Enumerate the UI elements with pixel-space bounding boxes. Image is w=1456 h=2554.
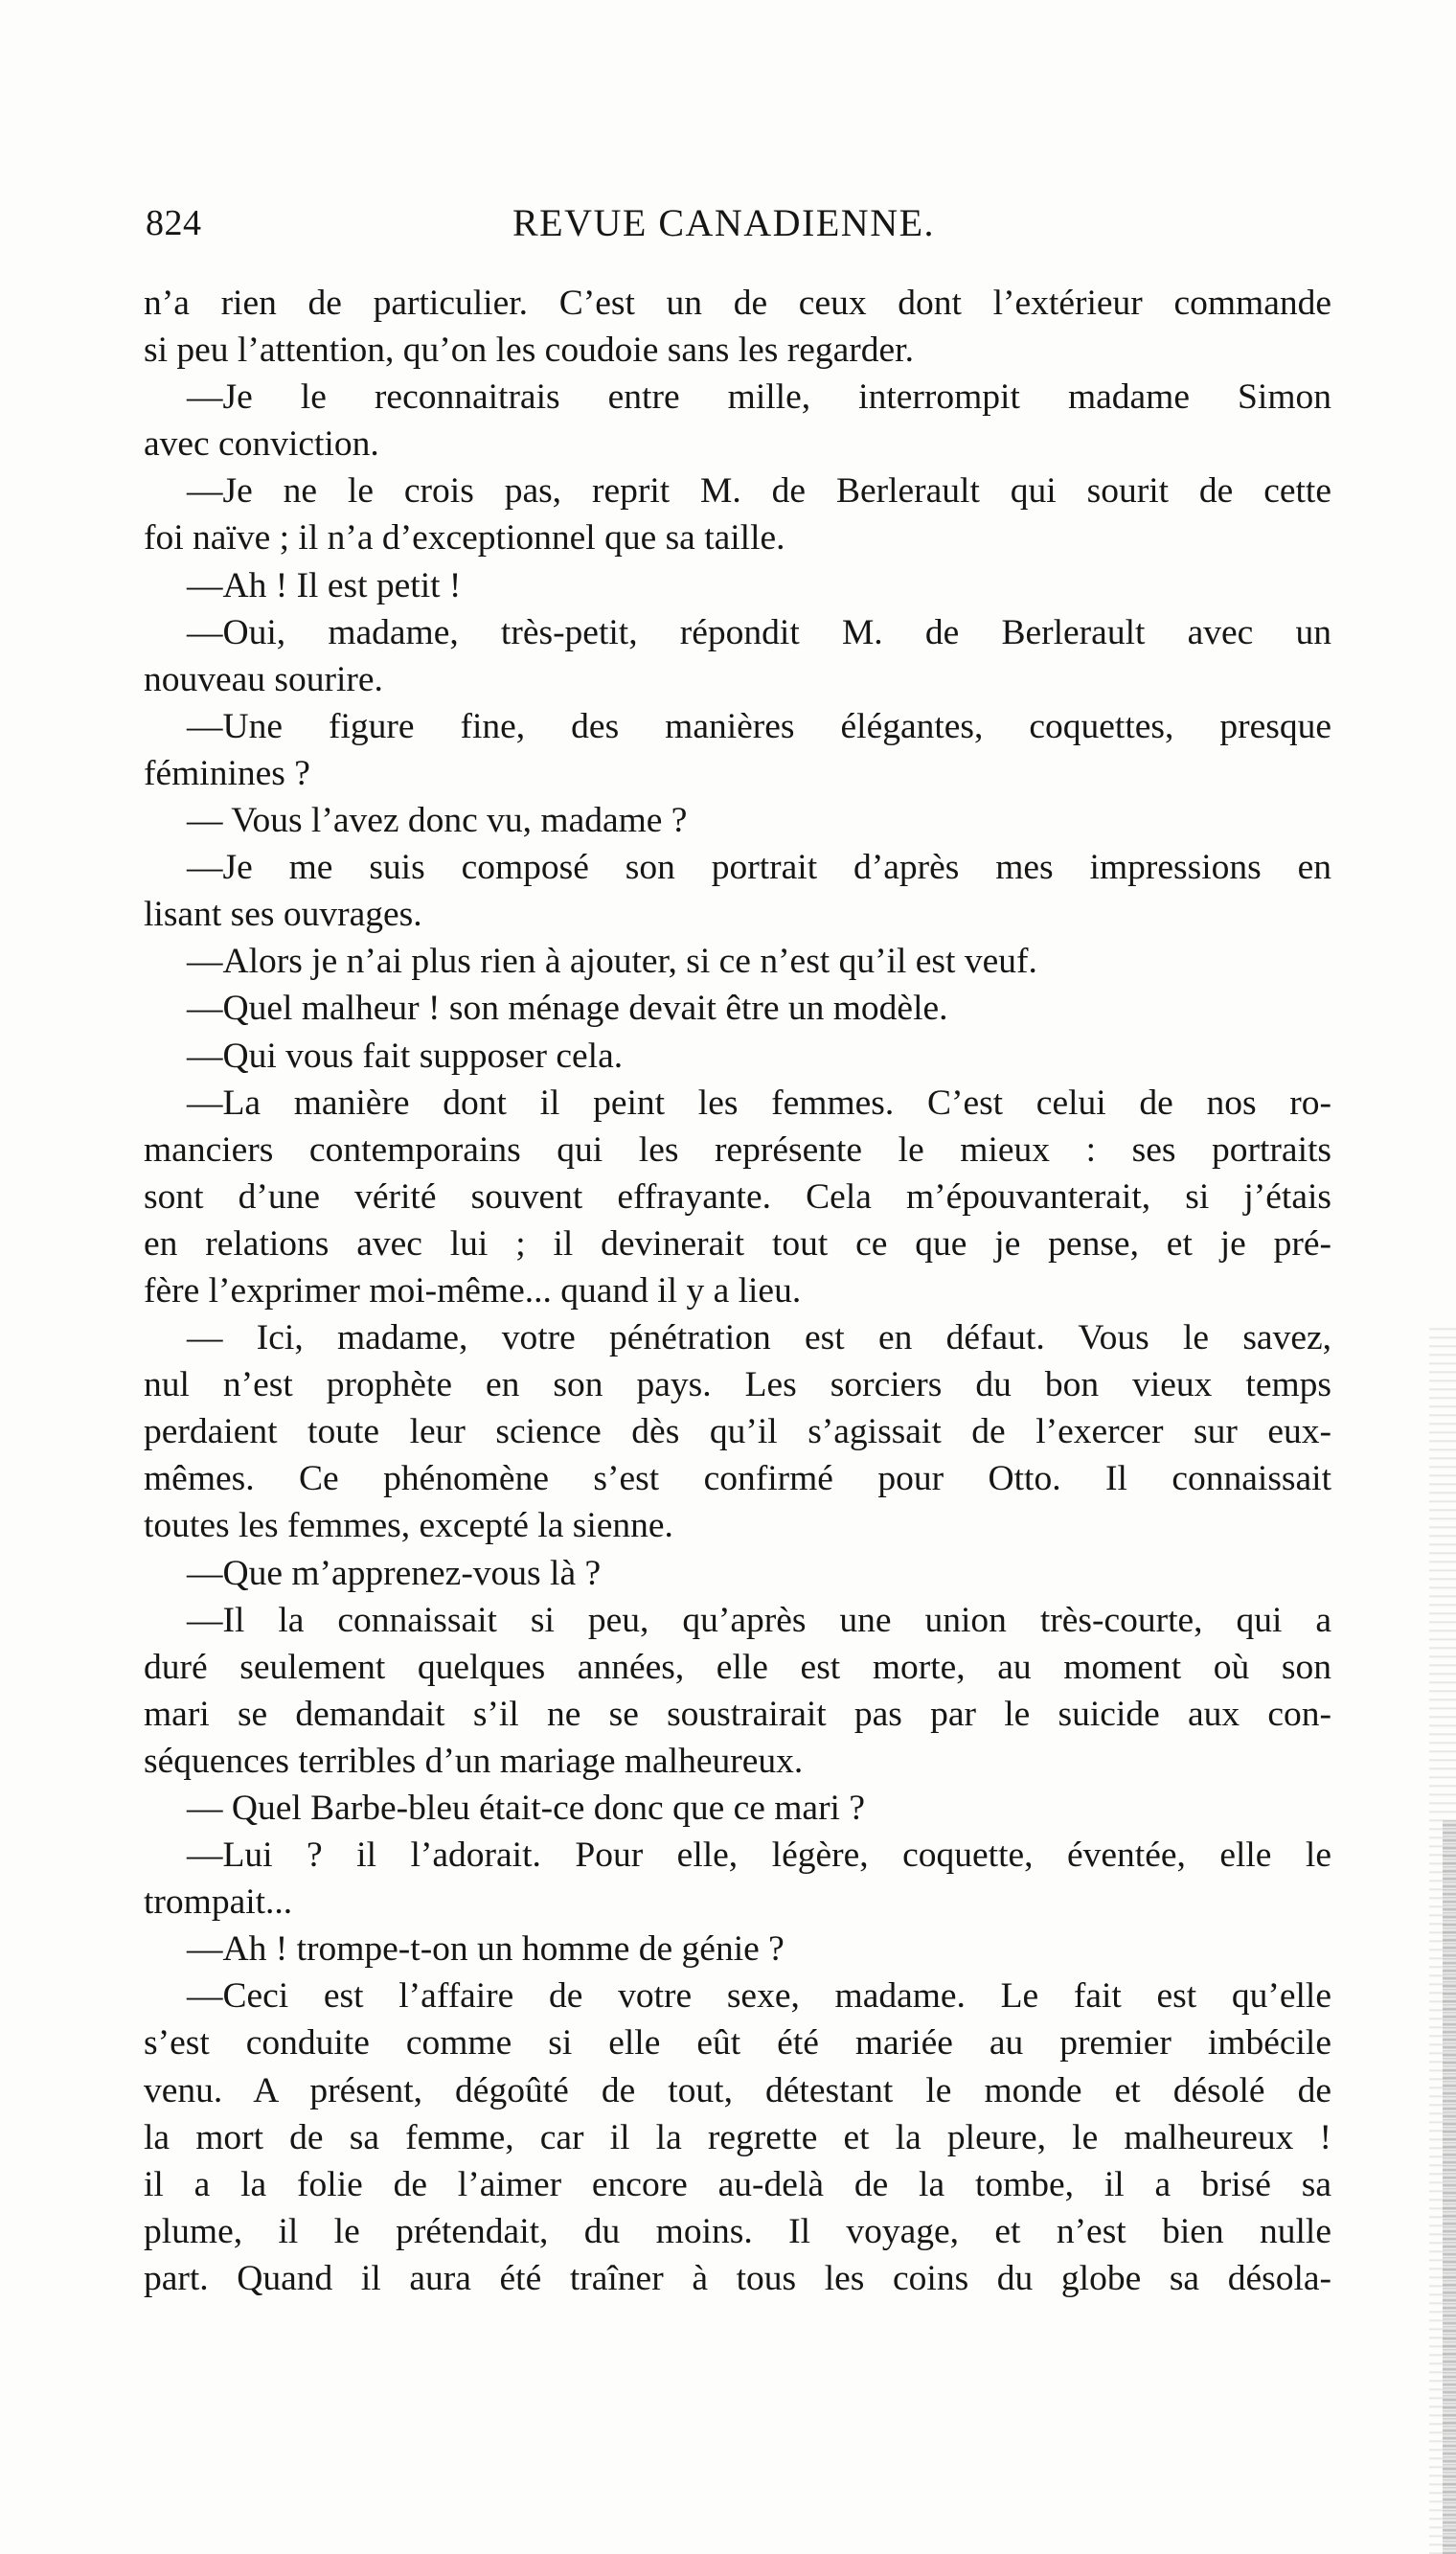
- body-text: [144, 280, 1331, 2302]
- text-line: n’a rien de particulier. C’est un de ceux dont l’extérieur commande: [144, 284, 1331, 323]
- text-line: foi naïve ; il n’a d’exceptionnel que sa taille.: [144, 518, 785, 559]
- text-line: lisant ses ouvrages.: [144, 895, 422, 935]
- text-line: part. Quand il aura été traîner à tous les coins du globe sa désola-: [144, 2258, 1331, 2298]
- text-line: —Je le reconnaitrais entre mille, interrompit madame Simon: [187, 377, 1331, 418]
- text-line: fère l’exprimer moi-même... quand il y a lieu.: [144, 1270, 802, 1311]
- text-line: —Ah ! Il est petit !: [187, 565, 462, 605]
- text-line: trompait...: [144, 1882, 293, 1923]
- text-line: —Oui, madame, très-petit, répondit M. de Berlerault avec un: [187, 612, 1331, 652]
- text-line: —Il la connaissait si peu, qu’après une union très-courte, qui a: [187, 1600, 1331, 1640]
- page-number: 824: [146, 203, 202, 243]
- text-line: féminines ?: [144, 753, 310, 793]
- text-line: —Quel malheur ! son ménage devait être un modèle.: [187, 989, 948, 1029]
- text-line: plume, il le prétendait, du moins. Il voyage, et n’est bien nulle: [144, 2211, 1331, 2251]
- text-line: duré seulement quelques années, elle est morte, au moment où son: [144, 1647, 1331, 1687]
- text-line: il a la folie de l’aimer encore au-delà de la tombe, il a brisé sa: [144, 2164, 1331, 2204]
- text-line: mêmes. Ce phénomène s’est confirmé pour Otto. Il connaissait: [144, 1459, 1331, 1499]
- text-line: —Alors je n’ai plus rien à ajouter, si ce n’est qu’il est veuf.: [187, 942, 1037, 982]
- text-line: —Qui vous fait supposer cela.: [187, 1036, 624, 1076]
- text-line: — Quel Barbe-bleu était-ce donc que ce mari ?: [187, 1789, 865, 1828]
- page-header: [146, 199, 1333, 247]
- text-line: la mort de sa femme, car il la regrette et la pleure, le malheureux !: [144, 2117, 1331, 2157]
- text-line: toutes les femmes, excepté la sienne.: [144, 1506, 673, 1546]
- text-line: —Que m’apprenez-vous là ?: [187, 1553, 602, 1593]
- text-line: —La manière dont il peint les femmes. C’est celui de nos ro-: [187, 1083, 1331, 1123]
- text-line: nul n’est prophète en son pays. Les sorciers du bon vieux temps: [144, 1365, 1331, 1405]
- text-line: venu. A présent, dégoûté de tout, détestant le monde et désolé de: [144, 2070, 1331, 2110]
- text-line: mari se demandait s’il ne se soustrairait pas par le suicide aux con-: [144, 1694, 1331, 1734]
- text-line: nouveau sourire.: [144, 659, 383, 699]
- text-line: —Lui ? il l’adorait. Pour elle, légère, coquette, éventée, elle le: [187, 1836, 1331, 1876]
- text-line: en relations avec lui ; il devinerait tout ce que je pense, et je pré-: [144, 1223, 1331, 1264]
- text-line: —Je me suis composé son portrait d’après mes impressions en: [187, 848, 1331, 888]
- text-line: s’est conduite comme si elle eût été mariée au premier imbécile: [144, 2023, 1331, 2064]
- text-line: —Ceci est l’affaire de votre sexe, madame. Le fait est qu’elle: [187, 1976, 1331, 2017]
- text-line: si peu l’attention, qu’on les coudoie sans les regarder.: [144, 331, 914, 371]
- page-edge-shadow: [1443, 1820, 1456, 2554]
- text-line: —Ah ! trompe-t-on un homme de génie ?: [187, 1929, 785, 1970]
- text-line: —Une figure fine, des manières élégantes, coquettes, presque: [187, 706, 1331, 746]
- text-line: perdaient toute leur science dès qu’il s’agissait de l’exercer sur eux-: [144, 1412, 1331, 1452]
- text-line: — Vous l’avez donc vu, madame ?: [187, 801, 688, 841]
- text-line: — Ici, madame, votre pénétration est en défaut. Vous le savez,: [187, 1318, 1331, 1358]
- text-line: séquences terribles d’un mariage malheureux.: [144, 1741, 804, 1781]
- text-line: manciers contemporains qui les représente le mieux : ses portraits: [144, 1129, 1331, 1170]
- text-line: sont d’une vérité souvent effrayante. Cela m’épouvanterait, si j’étais: [144, 1176, 1331, 1217]
- text-line: —Je ne le crois pas, reprit M. de Berlerault qui sourit de cette: [187, 471, 1331, 512]
- running-title: REVUE CANADIENNE.: [512, 201, 936, 244]
- text-line: avec conviction.: [144, 424, 379, 465]
